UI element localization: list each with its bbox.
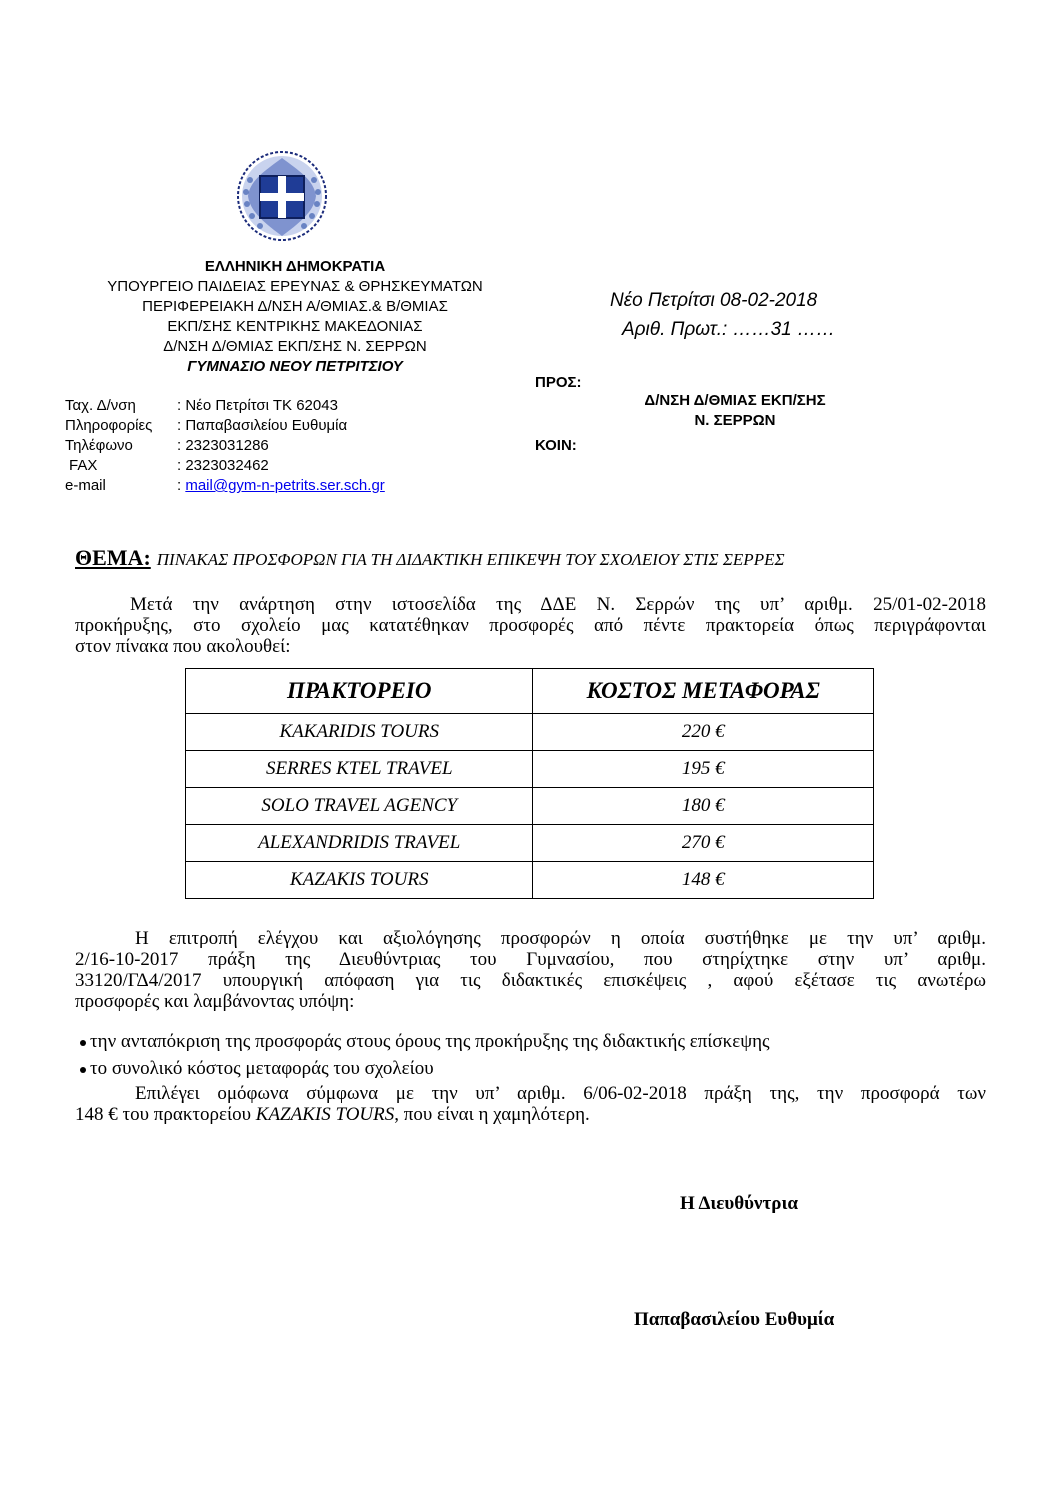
phone-value: : 2323031286 <box>177 437 269 454</box>
intro-line-1: Μετά την ανάρτηση στην ιστοσελίδα της ΔΔΕ Ν. Σερρών της υπ’ αριθμ. 25/01-02-2018 <box>130 594 986 615</box>
to-label: ΠΡΟΣ: <box>535 374 582 391</box>
committee-line-2: 2/16-10-2017 πράξη της Διευθύντριας του Γυμνασίου, που στηρίχτηκε στην υπ’ αριθμ. <box>75 949 986 970</box>
agency-cell: SERRES KTEL TRAVEL <box>186 751 533 788</box>
address-label: Ταχ. Δ/νση <box>65 397 136 414</box>
decision-amount-text: 148 € του πρακτορείου <box>75 1104 256 1125</box>
committee-line-1: Η επιτροπή ελέγχου και αξιολόγησης προσφορών η οποία συστήθηκε με την υπ’ αριθμ. <box>135 928 986 949</box>
intro-line-2: προκήρυξης, στο σχολείο μας κατατέθηκαν προσφορές από πέντε πρακτορεία όπως περιγράφονται <box>75 615 986 636</box>
decision-tail-text: , που είναι η χαμηλότερη. <box>394 1104 590 1125</box>
header-ministry: ΥΠΟΥΡΓΕΙΟ ΠΑΙΔΕΙΑΣ ΕΡΕΥΝΑΣ & ΘΡΗΣΚΕΥΜΑΤΩΝ <box>107 278 483 295</box>
agency-cell: ALEXANDRIDIS TRAVEL <box>186 825 533 862</box>
offers-table <box>185 668 874 899</box>
info-value: : Παπαβασιλείου Ευθυμία <box>177 417 348 434</box>
recipient-line-2: Ν. ΣΕΡΡΩΝ <box>694 412 776 429</box>
bullet-icon <box>80 1067 86 1073</box>
header-region: ΕΚΠ/ΣΗΣ ΚΕΝΤΡΙΚΗΣ ΜΑΚΕΔΟΝΙΑΣ <box>167 318 423 335</box>
email-label: e-mail <box>65 477 106 494</box>
intro-line-3: στον πίνακα που ακολουθεί: <box>75 636 291 657</box>
committee-line-4: προσφορές και λαμβάνοντας υπόψη: <box>75 991 355 1012</box>
subject-text: ΠΙΝΑΚΑΣ ΠΡΟΣΦΟΡΩΝ ΓΙΑ ΤΗ ΔΙΔΑΚΤΙΚΗ ΕΠΙΚΕΨΗ ΤΟΥ ΣΧΟΛΕΙΟΥ ΣΤΙΣ ΣΕΡΡΕΣ <box>156 550 785 569</box>
table-row <box>186 825 874 862</box>
header-school: ΓΥΜΝΑΣΙΟ ΝΕΟΥ ΠΕΤΡΙΤΣΙΟΥ <box>187 358 403 375</box>
protocol-number: Αριθ. Πρωτ.: ……31 …… <box>622 319 836 340</box>
fax-value: : 2323032462 <box>177 457 269 474</box>
header-directorate: Δ/ΝΣΗ Δ/ΘΜΙΑΣ ΕΚΠ/ΣΗΣ Ν. ΣΕΡΡΩΝ <box>163 338 427 355</box>
committee-line-3: 33120/ΓΔ4/2017 υπουργική απόφαση για τις διδακτικές επισκέψεις , αφού εξέτασε τις ανωτέρω <box>75 970 986 991</box>
table-row <box>186 862 874 899</box>
email-value-row <box>177 477 385 494</box>
criteria-item <box>80 1031 770 1053</box>
selected-agency: KAZAKIS TOURS <box>255 1104 395 1125</box>
criteria-text: την ανταπόκριση της προσφοράς στους όρους της προκήρυξης της διδακτικής επίσκεψης <box>90 1031 770 1052</box>
phone-label: Τηλέφωνο <box>65 437 133 454</box>
agency-cell: KAZAKIS TOURS <box>186 862 533 899</box>
agency-cell: KAKARIDIS TOURS <box>186 714 533 751</box>
signature-name: Παπαβασιλείου Ευθυμία <box>634 1309 835 1330</box>
recipient-line-1: Δ/ΝΣΗ Δ/ΘΜΙΑΣ ΕΚΠ/ΣΗΣ <box>644 392 826 409</box>
criteria-item <box>80 1058 434 1080</box>
cost-cell: 195 € <box>533 751 874 788</box>
email-link[interactable]: mail@gym-n-petrits.ser.sch.gr <box>185 477 385 494</box>
info-label: Πληροφορίες <box>65 417 153 434</box>
header-country: ΕΛΛΗΝΙΚΗ ΔΗΜΟΚΡΑΤΙΑ <box>204 258 386 275</box>
bullet-icon <box>80 1040 86 1046</box>
intro-paragraph <box>75 594 986 657</box>
table-row <box>186 788 874 825</box>
header-regional-directorate: ΠΕΡΙΦΕΡΕΙΑΚΗ Δ/ΝΣΗ Α/ΘΜΙΑΣ.& Β/ΘΜΙΑΣ <box>142 298 448 315</box>
fax-label: FAX <box>69 457 98 474</box>
decision-line-1: Επιλέγει ομόφωνα σύμφωνα με την υπ’ αριθμ. 6/06-02-2018 πράξη της, την προσφορά των <box>135 1083 986 1104</box>
subject-row <box>75 545 785 571</box>
subject-label: ΘΕΜΑ: <box>75 545 151 570</box>
cc-label: ΚΟΙΝ: <box>535 437 577 454</box>
address-value: : Νέο Πετρίτσι ΤΚ 62043 <box>177 397 338 414</box>
column-header-cost: ΚΟΣΤΟΣ ΜΕΤΑΦΟΡΑΣ <box>533 669 874 714</box>
criteria-text: το συνολικό κόστος μεταφοράς του σχολείου <box>90 1058 434 1079</box>
decision-paragraph <box>75 1083 986 1125</box>
agency-cell: SOLO TRAVEL AGENCY <box>186 788 533 825</box>
cost-cell: 180 € <box>533 788 874 825</box>
cost-cell: 148 € <box>533 862 874 899</box>
table-row <box>186 751 874 788</box>
table-header-row <box>186 669 874 714</box>
committee-paragraph <box>75 928 986 1012</box>
email-prefix: : <box>177 477 186 494</box>
column-header-agency: ΠΡΑΚΤΟΡΕΙΟ <box>186 669 533 714</box>
greek-emblem-icon <box>236 150 328 242</box>
cost-cell: 270 € <box>533 825 874 862</box>
decision-line-2 <box>75 1104 986 1125</box>
document-date: Νέο Πετρίτσι 08-02-2018 <box>610 290 818 311</box>
table-row <box>186 714 874 751</box>
signature-title: Η Διευθύντρια <box>680 1193 798 1214</box>
cost-cell: 220 € <box>533 714 874 751</box>
